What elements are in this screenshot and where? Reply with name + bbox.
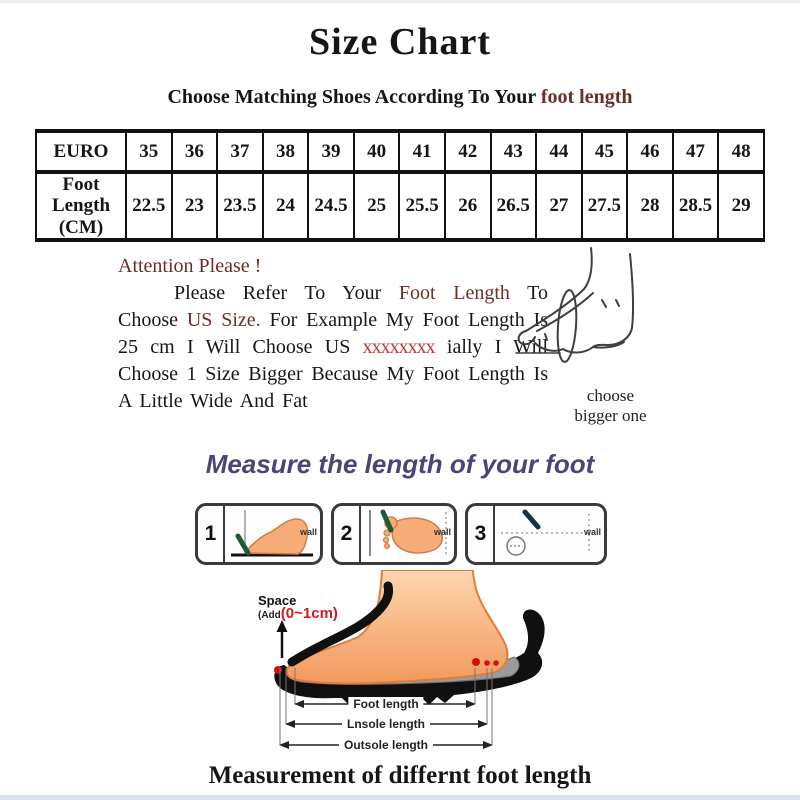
caption-line-2: bigger one bbox=[574, 406, 647, 425]
euro-size-cell: 42 bbox=[445, 131, 491, 172]
euro-size-cell: 41 bbox=[399, 131, 445, 172]
table-row-foot-length bbox=[36, 172, 764, 240]
euro-size-cell: 48 bbox=[718, 131, 764, 172]
row-header-euro: EURO bbox=[36, 131, 126, 172]
row-header-foot-length: Foot Length (CM) bbox=[36, 172, 126, 240]
foot-length-cell: 25.5 bbox=[399, 172, 445, 240]
subtitle-text: Choose Matching Shoes According To Your bbox=[167, 86, 541, 108]
bottom-edge-strip bbox=[0, 795, 800, 800]
table-row-euro bbox=[36, 131, 764, 172]
foot-length-cell: 24 bbox=[263, 172, 309, 240]
foot-sketch-illustration bbox=[512, 242, 712, 387]
space-range-value: (0~1cm) bbox=[280, 605, 338, 622]
choose-bigger-caption bbox=[538, 386, 683, 426]
step-number: 2 bbox=[334, 506, 361, 562]
foot-length-cell: 28.5 bbox=[673, 172, 719, 240]
euro-size-cell: 36 bbox=[172, 131, 218, 172]
attention-accent-us-size: US Size. bbox=[186, 309, 261, 331]
bottom-caption: Measurement of differnt foot length bbox=[208, 762, 592, 789]
top-edge-strip bbox=[0, 0, 800, 3]
space-word: Space bbox=[258, 593, 297, 608]
foot-length-cell: 26.5 bbox=[491, 172, 537, 240]
wall-label: wall bbox=[583, 527, 601, 537]
measurement-steps bbox=[195, 503, 607, 565]
euro-size-cell: 39 bbox=[308, 131, 354, 172]
euro-size-cell: 45 bbox=[582, 131, 628, 172]
euro-size-cell: 37 bbox=[217, 131, 263, 172]
subtitle-accent: foot length bbox=[540, 86, 633, 108]
measure-heading: Measure the length of your foot bbox=[205, 449, 595, 479]
foot-length-cell: 23.5 bbox=[217, 172, 263, 240]
attention-accent-foot-length: Foot Length bbox=[398, 282, 510, 304]
euro-size-cell: 43 bbox=[491, 131, 537, 172]
attention-text: For Example My Foot Length Is 25 cm I Will Choose US bbox=[118, 309, 549, 358]
euro-size-cell: 47 bbox=[673, 131, 719, 172]
foot-length-cell: 28 bbox=[627, 172, 673, 240]
foot-length-cell: 26 bbox=[445, 172, 491, 240]
step-3-art bbox=[495, 506, 604, 562]
foot-length-label: Foot length bbox=[348, 697, 423, 711]
attention-heading: Attention Please ! bbox=[118, 255, 262, 277]
euro-size-cell: 46 bbox=[627, 131, 673, 172]
caption-line-1: choose bbox=[586, 386, 635, 405]
wall-label: wall bbox=[299, 527, 317, 537]
euro-size-cell: 44 bbox=[536, 131, 582, 172]
step-1-art bbox=[225, 506, 320, 562]
insole-length-label: Lnsole length bbox=[342, 717, 430, 731]
attention-paragraph bbox=[118, 280, 548, 415]
attention-text: To Choose bbox=[118, 282, 548, 331]
size-chart-table bbox=[35, 129, 765, 242]
euro-size-cell: 38 bbox=[263, 131, 309, 172]
step-number: 3 bbox=[468, 506, 495, 562]
page-title: Size Chart bbox=[308, 21, 492, 63]
foot-length-cell: 24.5 bbox=[308, 172, 354, 240]
foot-length-cell: 27.5 bbox=[582, 172, 628, 240]
foot-length-cell: 29 bbox=[718, 172, 764, 240]
attention-text: ially I Will Choose 1 Size Bigger Because My Foot Length Is A Little Wide And Fat bbox=[118, 336, 549, 412]
euro-size-cell: 35 bbox=[126, 131, 172, 172]
step-panel-2 bbox=[331, 503, 457, 565]
foot-length-cell: 27 bbox=[536, 172, 582, 240]
foot-length-cell: 22.5 bbox=[126, 172, 172, 240]
attention-text: Please Refer To Your bbox=[174, 282, 399, 304]
attention-redacted-x: xxxxxxxx bbox=[362, 336, 435, 358]
foot-length-cell: 23 bbox=[172, 172, 218, 240]
attention-block bbox=[118, 253, 548, 415]
step-number: 1 bbox=[198, 506, 225, 562]
subtitle bbox=[0, 86, 800, 109]
foot-length-cell: 25 bbox=[354, 172, 400, 240]
space-add-word: (Add bbox=[258, 610, 281, 621]
step-2-art bbox=[361, 506, 454, 562]
space-allowance-label bbox=[258, 594, 338, 622]
outsole-length-label: Outsole length bbox=[339, 738, 433, 752]
step-panel-3 bbox=[465, 503, 607, 565]
wall-label: wall bbox=[433, 527, 451, 537]
euro-size-cell: 40 bbox=[354, 131, 400, 172]
step-panel-1 bbox=[195, 503, 323, 565]
